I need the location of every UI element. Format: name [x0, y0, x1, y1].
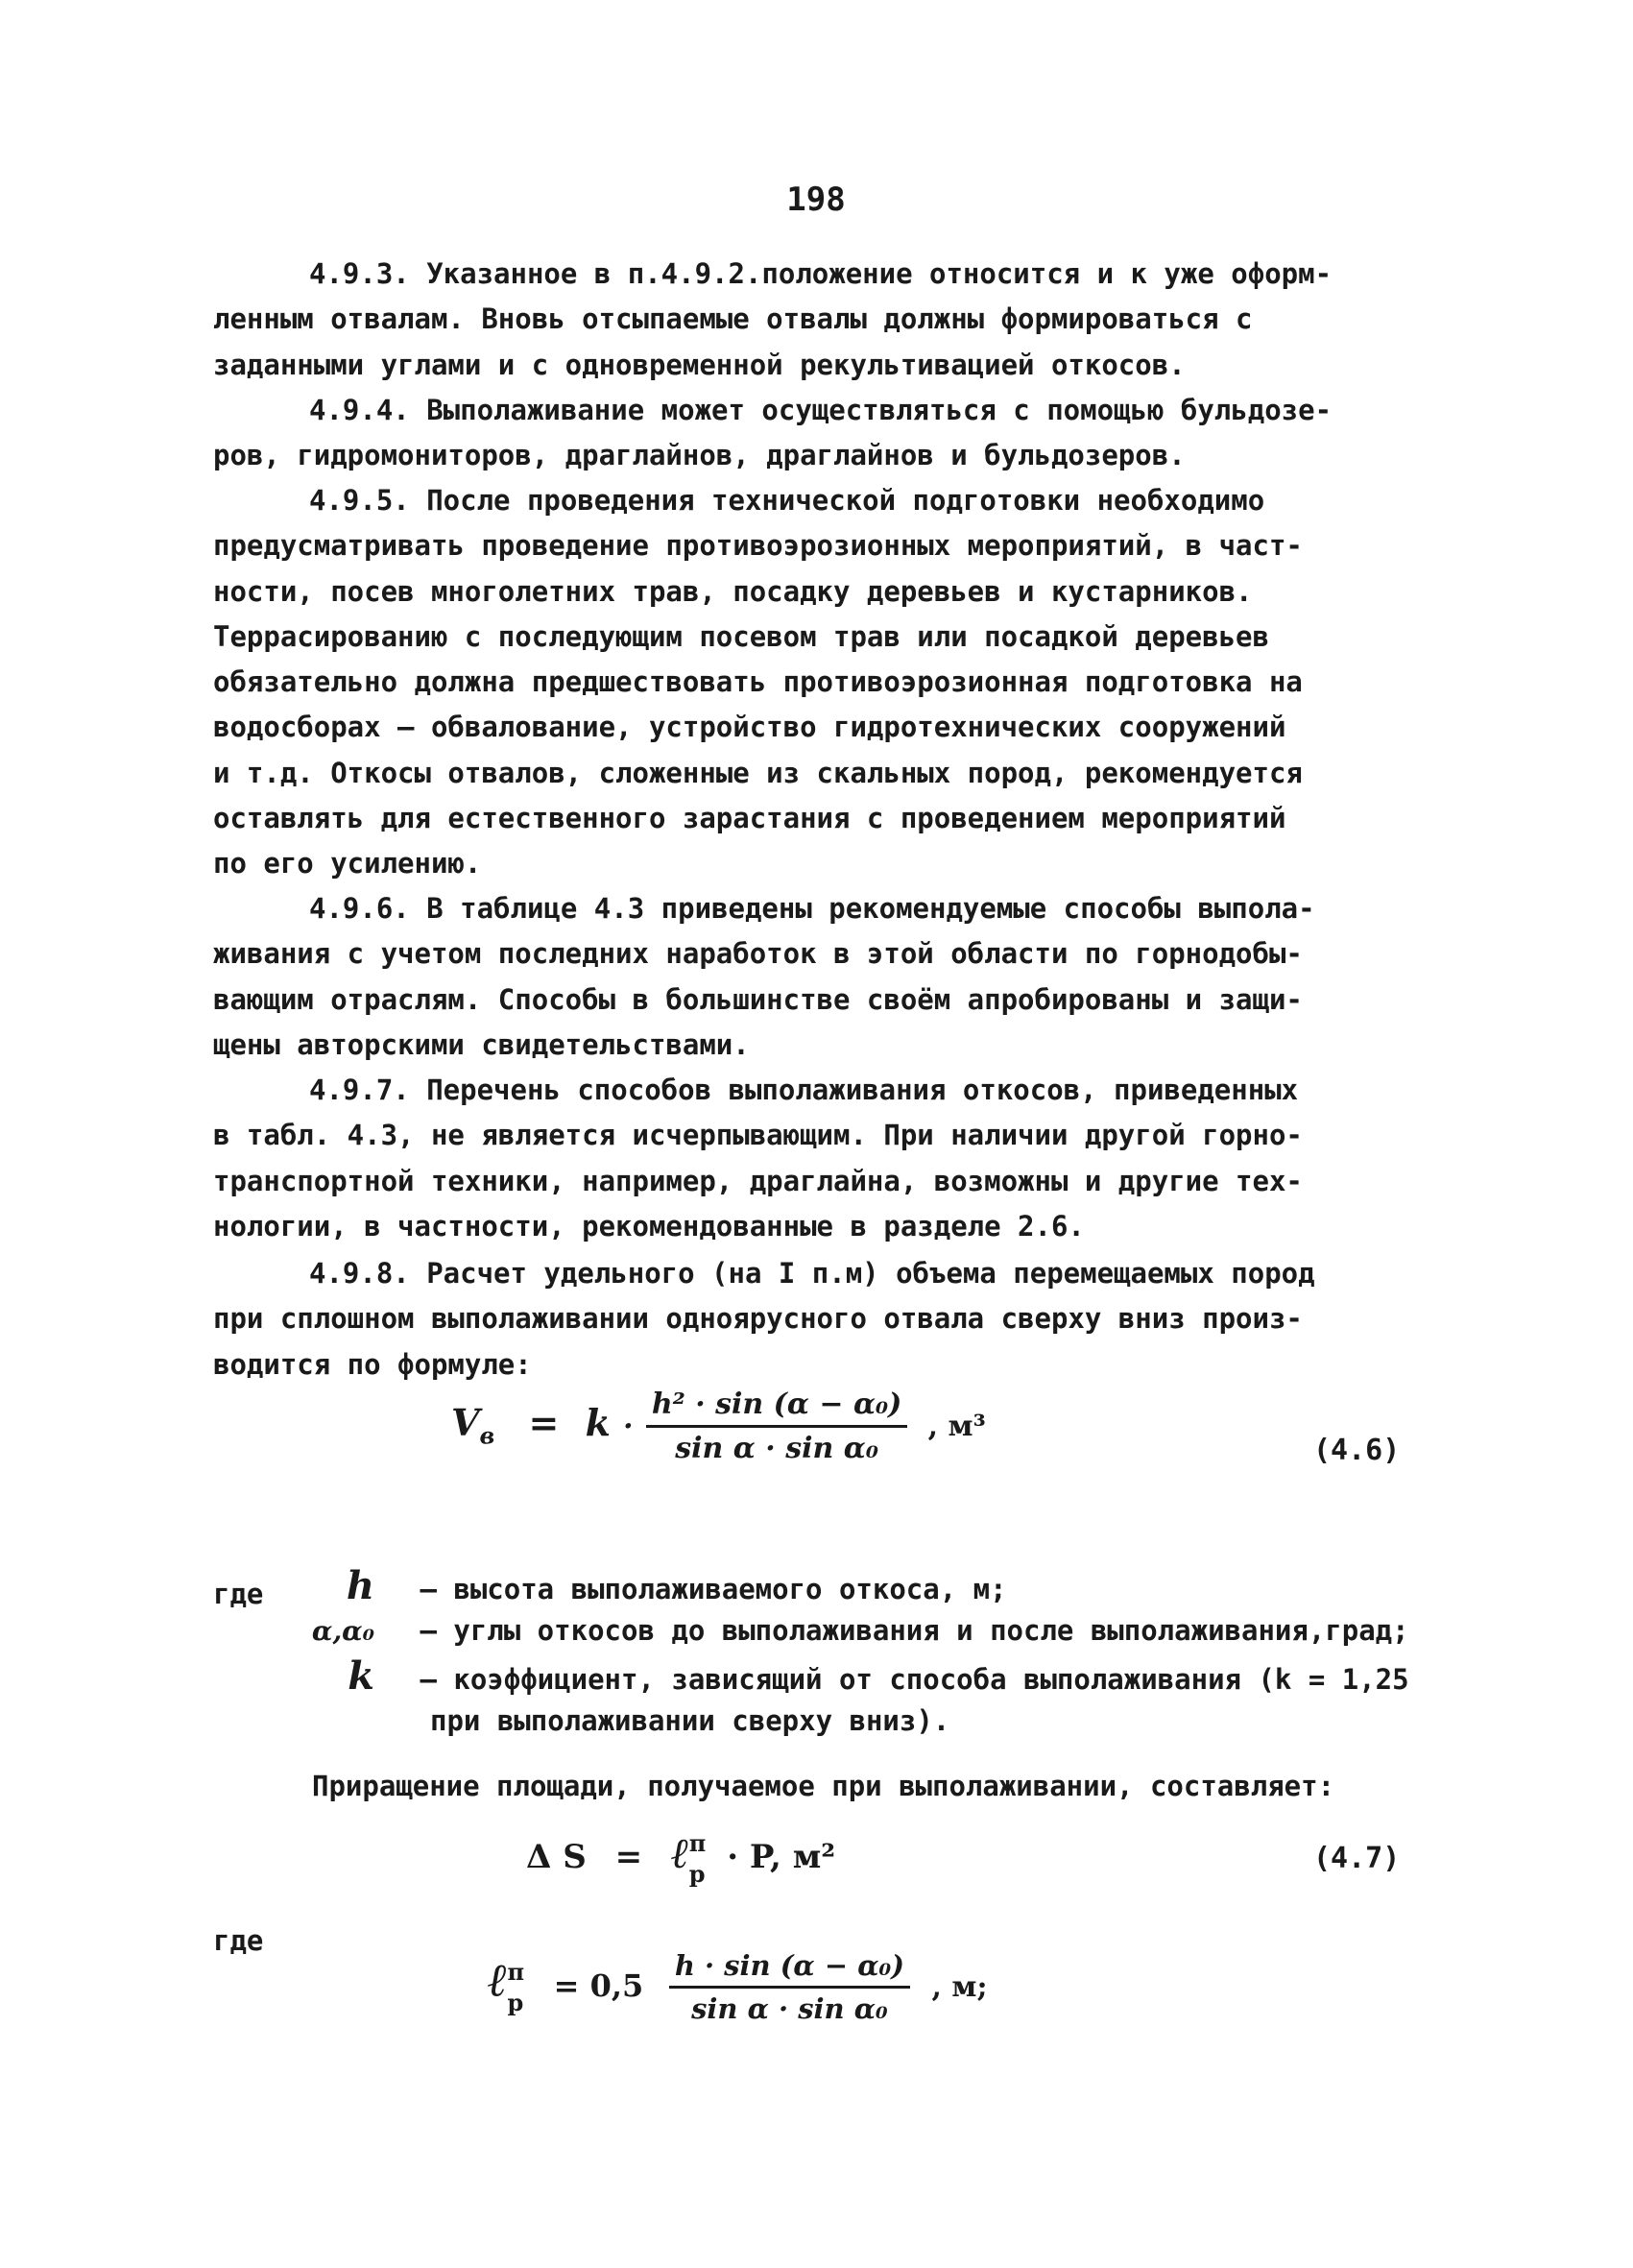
formula-numerator: h · sin (α − α₀) [669, 1949, 910, 1989]
formula-fraction [669, 1949, 910, 2025]
text-line: обязательно должна предшествовать противоэрозионная подготовка на [213, 665, 1303, 699]
where-word-2: где [213, 1924, 264, 1957]
text-line: щены авторскими свидетельствами. [213, 1027, 750, 1061]
formula-coef: k [585, 1401, 611, 1444]
formula-4-7 [526, 1829, 835, 1886]
paragraph-4-9-8 [213, 1251, 1425, 1387]
formula-sub: р [507, 1988, 524, 2016]
area-intro: Приращение площади, получаемое при выполаживании, составляет: [312, 1770, 1335, 1802]
text-line: 4.9.8. Расчет удельного (на I п.м) объема перемещаемых пород [309, 1257, 1315, 1290]
paragraph-4-9-4 [213, 388, 1425, 479]
text-line: предусматривать проведение противоэрозионных мероприятий, в част- [213, 529, 1303, 563]
text-line: нологии, в частности, рекомендованные в разделе 2.6. [213, 1209, 1085, 1243]
paragraph-4-9-5 [213, 478, 1425, 887]
text-line: при сплошном выполаживании одноярусного отвала сверху вниз произ- [213, 1302, 1303, 1336]
text-line: 4.9.6. В таблице 4.3 приведены рекомендуемые способы выпола- [309, 892, 1315, 925]
text-line: ности, посев многолетних трав, посадку деревьев и кустарников. [213, 574, 1253, 608]
where-item-continuation [430, 1704, 949, 1737]
formula-fraction [646, 1387, 908, 1465]
formula-sup: п [507, 1957, 525, 1986]
where-text: – высота выполаживаемого откоса, м; [420, 1573, 1007, 1605]
where-text: – углы откосов до выполаживания и после выполаживания,град; [420, 1614, 1409, 1647]
text-line: оставлять для естественного зарастания с проведением мероприятий [213, 802, 1286, 835]
text-line: в табл. 4.3, не является исчерпывающим. При наличии другой горно- [213, 1119, 1303, 1152]
where-item-alpha [259, 1614, 1409, 1647]
text-line: вающим отраслям. Способы в большинстве своём апробированы и защи- [213, 982, 1303, 1016]
where-symbol: h [346, 1563, 374, 1608]
text-line: 4.9.5. После проведения технической подготовки необходимо [309, 484, 1265, 517]
text-line: Террасированию с последующим посевом трав или посадкой деревьев [213, 619, 1269, 653]
formula-rest: · P, м² [727, 1838, 836, 1876]
where-text: – коэффициент, зависящий от способа выполаживания (k = 1,25 [420, 1663, 1409, 1696]
text-line: заданными углами и с одновременной рекультивацией откосов. [213, 348, 1186, 381]
text-line: живания с учетом последних наработок в этой области по горнодобы- [213, 937, 1303, 971]
text-line: водосборах – обвалование, устройство гидротехнических сооружений [213, 711, 1286, 744]
where-word: где [213, 1578, 264, 1610]
formula-eq: = 0,5 [553, 1966, 644, 2004]
formula-lp [488, 1949, 988, 2025]
paragraph-4-9-7 [213, 1068, 1425, 1249]
formula-denominator: sin α · sin α₀ [675, 1432, 878, 1465]
page-number: 198 [786, 181, 846, 219]
where-symbol: k [348, 1653, 374, 1699]
formula-sub: р [688, 1860, 706, 1888]
where-symbol: α,α₀ [311, 1615, 374, 1647]
formula-l-symbol: ℓ [670, 1829, 689, 1878]
paragraph-4-9-6 [213, 886, 1425, 1068]
text-line: 4.9.3. Указанное в п.4.9.2.положение относится и к уже оформ- [309, 257, 1333, 290]
equation-number-4-7: (4.7) [1313, 1842, 1401, 1875]
text-line: ров, гидромониторов, драглайнов, драглайнов и бульдозеров. [213, 439, 1186, 472]
formula-eq: = [528, 1401, 560, 1444]
formula-lhs: Δ S [526, 1838, 587, 1876]
formula-4-6: $V_в = k$ · $\frac{\text{h² · sin (α − α₀)}}{\text{sin α · sin α₀}}$ , м³ [451, 1387, 986, 1465]
text-line: ленным отвалам. Вновь отсыпаемые отвалы должны формироваться с [213, 302, 1253, 336]
text-line: и т.д. Откосы отвалов, сложенные из скальных пород, рекомендуется [213, 756, 1303, 789]
formula-sup: п [688, 1829, 707, 1857]
paragraph-4-9-3 [213, 252, 1425, 388]
formula-numerator: h² · sin (α − α₀) [646, 1387, 908, 1428]
where-item-h [288, 1563, 1007, 1608]
formula-eq: = [614, 1838, 643, 1876]
text-line: 4.9.7. Перечень способов выполаживания откосов, приведенных [309, 1074, 1299, 1106]
formula-denominator: sin α · sin α₀ [691, 1992, 888, 2025]
formula-unit: , м; [931, 1969, 988, 2004]
equation-number-4-6: (4.6) [1313, 1434, 1401, 1467]
text-line: 4.9.4. Выполаживание может осуществляться с помощью бульдозе- [309, 394, 1333, 426]
where-text: при выполаживании сверху вниз). [430, 1704, 950, 1737]
formula-unit: , м³ [927, 1410, 986, 1443]
formula-lhs: $V_в$ [451, 1401, 495, 1450]
text-line: водится по формуле: [213, 1347, 532, 1381]
text-line: транспортной техники, например, драглайна, возможны и другие тех- [213, 1164, 1303, 1197]
where-item-k [288, 1653, 1409, 1699]
text-line: по его усилению. [213, 847, 482, 881]
formula-l-symbol: ℓ [488, 1953, 508, 2008]
